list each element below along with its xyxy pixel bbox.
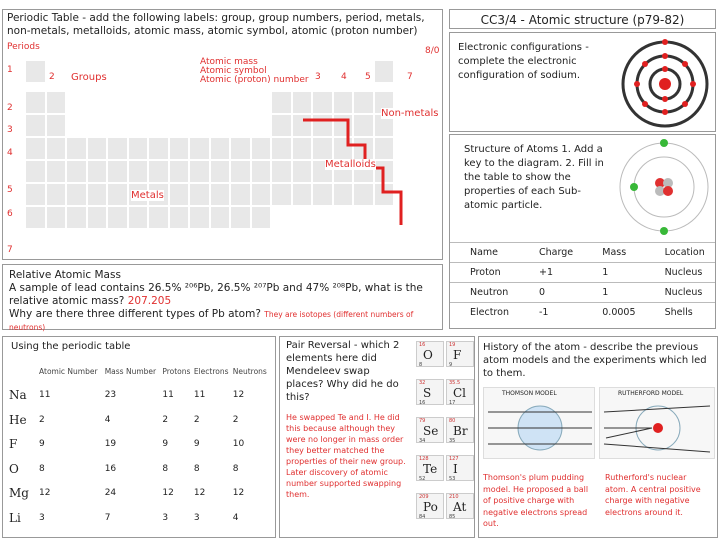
thomson-model-image bbox=[483, 387, 595, 459]
period-number-3: 3 bbox=[7, 125, 13, 135]
structure-of-atoms-panel bbox=[449, 134, 716, 329]
pair-number: 9 bbox=[449, 362, 453, 368]
groups-label: Groups bbox=[71, 72, 107, 83]
pair-symbol: Br bbox=[453, 424, 468, 438]
element-value: 10 bbox=[232, 439, 245, 450]
element-symbol: He bbox=[9, 412, 27, 427]
subatomic-cell: Charge bbox=[519, 243, 582, 263]
group-zero-label: 8/0 bbox=[425, 46, 440, 56]
pair-reversal-question: Pair Reversal - which 2 elements here did Mendeleev swap places? Why did he do this? bbox=[286, 340, 400, 403]
header-neutrons: Neutrons bbox=[232, 366, 267, 376]
subatomic-cell: -1 bbox=[519, 303, 582, 323]
metal-boundary-line bbox=[3, 10, 444, 261]
element-value: 3 bbox=[193, 512, 200, 523]
subatomic-cell: 1 bbox=[582, 283, 644, 303]
periodic-table-title: Periodic Table - add the following labels: group, group numbers, period, metals, non-metals, metalloids, atomic mass, atomic symbol, atomic (proton number) bbox=[7, 12, 425, 37]
element-row bbox=[9, 457, 271, 482]
element-value: 9 bbox=[193, 439, 200, 450]
page-title: CC3/4 - Atomic structure (p79-82) bbox=[449, 9, 716, 29]
period-number-7: 7 bbox=[7, 245, 13, 255]
element-row bbox=[9, 383, 271, 408]
pair-mass: 210 bbox=[449, 494, 459, 500]
pair-mass: 19 bbox=[449, 342, 456, 348]
element-value: 11 bbox=[162, 390, 174, 401]
pair-mass: 209 bbox=[419, 494, 429, 500]
nonmetals-label: Non-metals bbox=[381, 108, 439, 119]
element-value: 12 bbox=[162, 488, 174, 499]
group-number-4: 4 bbox=[341, 72, 347, 82]
pair-element-cell bbox=[416, 493, 444, 519]
element-property-table bbox=[9, 359, 271, 530]
group-number-3: 3 bbox=[315, 72, 321, 82]
element-symbol: O bbox=[9, 461, 19, 476]
using-table-title: Using the periodic table bbox=[11, 341, 131, 352]
history-title: History of the atom - describe the previous atom models and the experiments which led to them. bbox=[483, 342, 707, 379]
element-value: 2 bbox=[232, 414, 239, 425]
pair-mass: 127 bbox=[449, 456, 459, 462]
metals-label: Metals bbox=[131, 190, 164, 201]
pair-reversal-answer: He swapped Te and I. He did this because although they were no longer in mass order they better matched the properties of their new group. Later discovery of atomic number supported swapping them. bbox=[286, 413, 406, 499]
group-number-5: 5 bbox=[365, 72, 371, 82]
element-value: 8 bbox=[39, 463, 45, 474]
structure-text: Structure of Atoms 1. Add a key to the diagram. 2. Fill in the table to show the properties of each Sub-atomic particle. bbox=[464, 144, 604, 211]
pair-element-cell bbox=[446, 379, 474, 405]
element-row bbox=[9, 432, 271, 457]
group-number-2: 2 bbox=[49, 72, 55, 82]
element-value: 12 bbox=[39, 488, 51, 499]
pair-element-cell bbox=[446, 417, 474, 443]
subatomic-cell: 0.0005 bbox=[582, 303, 644, 323]
period-number-4: 4 bbox=[7, 148, 13, 158]
pair-element-cell bbox=[416, 417, 444, 443]
subatomic-cell: Neutron bbox=[450, 283, 519, 303]
pair-number: 16 bbox=[419, 400, 426, 406]
pair-element-cell bbox=[416, 379, 444, 405]
pair-symbol: S bbox=[423, 386, 432, 400]
subatomic-cell: +1 bbox=[519, 263, 582, 283]
group-number-7: 7 bbox=[407, 72, 413, 82]
pair-number: 53 bbox=[449, 476, 456, 482]
rutherford-label: RUTHERFORD MODEL bbox=[618, 390, 684, 397]
key-atomic-number: Atomic (proton) number bbox=[200, 75, 309, 85]
subatomic-cell: Nucleus bbox=[645, 263, 715, 283]
subatomic-cell: Nucleus bbox=[645, 283, 715, 303]
element-row bbox=[9, 506, 271, 531]
pair-mass: 16 bbox=[419, 342, 426, 348]
pair-element-cell bbox=[446, 493, 474, 519]
subatomic-cell: 0 bbox=[519, 283, 582, 303]
history-panel bbox=[478, 336, 718, 538]
electron-config-panel bbox=[449, 32, 716, 132]
isotope-answer: They are isotopes (different numbers of neutrons) bbox=[9, 310, 414, 332]
subatomic-cell: Electron bbox=[450, 303, 519, 323]
element-value: 12 bbox=[193, 488, 206, 499]
pair-mass: 35.5 bbox=[449, 380, 461, 386]
element-value: 2 bbox=[193, 414, 200, 425]
pair-symbol: At bbox=[453, 500, 467, 514]
element-value: 8 bbox=[232, 463, 239, 474]
element-value: 24 bbox=[104, 488, 117, 499]
pair-mass: 79 bbox=[419, 418, 426, 424]
pair-reversal-panel bbox=[279, 336, 475, 538]
pair-element-cell bbox=[416, 455, 444, 481]
pair-element-cell bbox=[416, 341, 444, 367]
thomson-label: THOMSON MODEL bbox=[502, 390, 557, 397]
pair-element-cell bbox=[446, 341, 474, 367]
period-number-6: 6 bbox=[7, 209, 13, 219]
relative-mass-answer: 207.205 bbox=[127, 295, 172, 307]
element-symbol: Mg bbox=[9, 486, 29, 501]
pair-symbol: Te bbox=[423, 462, 438, 476]
using-periodic-table-panel bbox=[2, 336, 276, 538]
subatomic-row bbox=[450, 303, 715, 323]
pair-mass: 128 bbox=[419, 456, 429, 462]
element-value: 2 bbox=[39, 414, 45, 425]
isotope-question: Why are there three different types of Pb atom? bbox=[9, 308, 261, 320]
subatomic-row bbox=[450, 243, 715, 263]
subatomic-row bbox=[450, 283, 715, 303]
element-symbol: Li bbox=[9, 510, 21, 525]
element-value: 2 bbox=[162, 414, 169, 425]
thomson-text: Thomson's plum pudding model. He proposed a ball of positive charge with negative electrons spread out. bbox=[483, 473, 589, 528]
relative-mass-content bbox=[9, 269, 439, 334]
pair-symbol: Se bbox=[423, 424, 439, 438]
period-number-1: 1 bbox=[7, 65, 13, 75]
element-value: 12 bbox=[232, 390, 245, 401]
pair-element-cell bbox=[446, 455, 474, 481]
element-value: 3 bbox=[39, 512, 45, 523]
pair-symbol: F bbox=[453, 348, 462, 362]
subatomic-table bbox=[450, 242, 715, 323]
element-value: 9 bbox=[39, 439, 45, 450]
element-value: 12 bbox=[232, 488, 245, 499]
pair-symbol: I bbox=[453, 462, 458, 476]
pair-number: 17 bbox=[449, 400, 456, 406]
element-symbol: F bbox=[9, 437, 18, 452]
element-value: 7 bbox=[104, 512, 111, 523]
pair-number: 8 bbox=[419, 362, 423, 368]
pair-symbol: Cl bbox=[453, 386, 467, 400]
subatomic-cell: Location bbox=[645, 243, 715, 263]
key-atomic-mass: Atomic mass bbox=[200, 57, 258, 67]
period-number-2: 2 bbox=[7, 103, 13, 113]
header-electrons: Electrons bbox=[193, 366, 229, 376]
subatomic-cell: Proton bbox=[450, 263, 519, 283]
relative-atomic-mass-panel bbox=[2, 264, 443, 330]
thomson-diagram bbox=[484, 398, 596, 458]
relative-mass-question: A sample of lead contains 26.5% ²⁰⁶Pb, 26.5% ²⁰⁷Pb and 47% ²⁰⁸Pb, what is the relative atomic mass? bbox=[9, 282, 423, 307]
pair-number: 84 bbox=[419, 514, 426, 520]
pair-number: 35 bbox=[449, 438, 456, 444]
rutherford-text: Rutherford's nuclear atom. A central positive charge with negative electrons around it. bbox=[605, 473, 701, 517]
pair-symbol: O bbox=[423, 348, 433, 362]
relative-mass-title: Relative Atomic Mass bbox=[9, 269, 121, 281]
rutherford-model-image bbox=[599, 387, 715, 459]
atom-diagram bbox=[616, 139, 712, 235]
pair-symbol: Po bbox=[423, 500, 438, 514]
element-value: 8 bbox=[193, 463, 200, 474]
element-value: 9 bbox=[162, 439, 169, 450]
pair-number: 52 bbox=[419, 476, 426, 482]
element-value: 4 bbox=[104, 414, 111, 425]
element-value: 11 bbox=[39, 390, 51, 401]
element-value: 8 bbox=[162, 463, 169, 474]
subatomic-cell: 1 bbox=[582, 263, 644, 283]
element-row bbox=[9, 408, 271, 433]
subatomic-row bbox=[450, 263, 715, 283]
metalloids-label: Metalloids bbox=[325, 159, 376, 170]
element-value: 19 bbox=[104, 439, 117, 450]
subatomic-cell: Shells bbox=[645, 303, 715, 323]
electron-config-text: Electronic configurations - complete the electronic configuration of sodium. bbox=[458, 42, 589, 81]
element-value: 11 bbox=[193, 390, 206, 401]
periods-label: Periods bbox=[7, 42, 40, 52]
key-atomic-symbol: Atomic symbol bbox=[200, 66, 267, 76]
subatomic-cell: Mass bbox=[582, 243, 644, 263]
header-mass-number: Mass Number bbox=[104, 366, 157, 376]
pair-number: 34 bbox=[419, 438, 426, 444]
sodium-atom-diagram bbox=[618, 37, 712, 131]
element-row bbox=[9, 481, 271, 506]
element-value: 3 bbox=[162, 512, 169, 523]
pair-mass: 32 bbox=[419, 380, 426, 386]
rutherford-diagram bbox=[600, 398, 716, 458]
period-number-5: 5 bbox=[7, 185, 13, 195]
element-value: 4 bbox=[232, 512, 239, 523]
subatomic-cell: Name bbox=[450, 243, 519, 263]
element-value: 23 bbox=[104, 390, 117, 401]
periodic-table-panel bbox=[2, 9, 443, 260]
header-atomic-number: Atomic Number bbox=[39, 366, 98, 376]
pair-mass: 80 bbox=[449, 418, 456, 424]
element-value: 16 bbox=[104, 463, 117, 474]
header-protons: Protons bbox=[162, 366, 191, 376]
pair-number: 85 bbox=[449, 514, 456, 520]
element-symbol: Na bbox=[9, 388, 27, 403]
